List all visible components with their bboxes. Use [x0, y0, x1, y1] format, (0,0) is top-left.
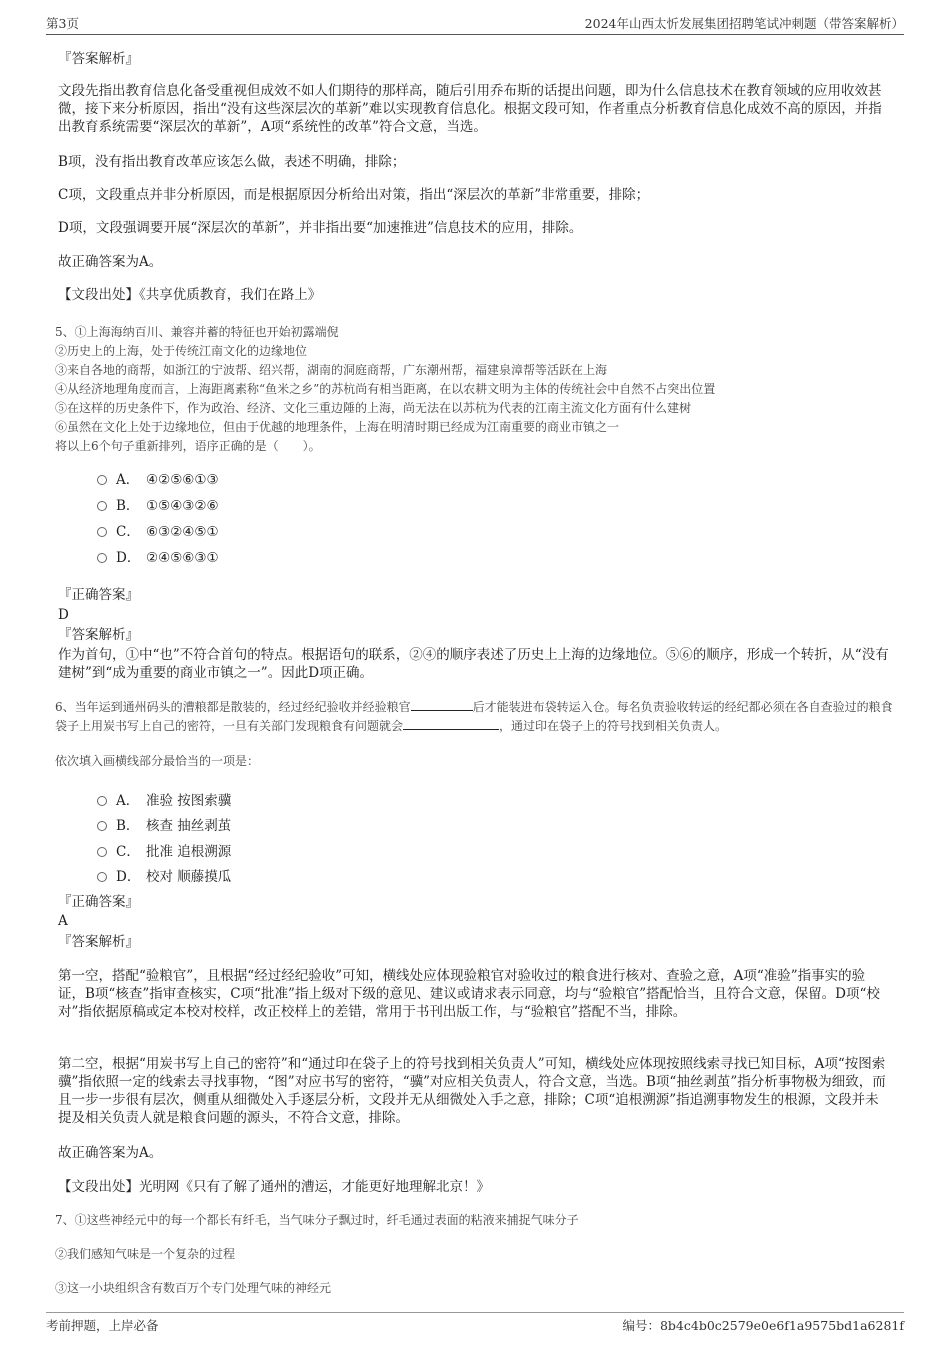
q6-explain-first-blank: 第一空，搭配“验粮官”，且根据“经过经纪验收”可知，横线处应体现验粮官对验收过的粮食进行核对、查验之意，A项“准验”指事实的验证，B项“核查”指审查核实，C项“批准”指上级对下级的意见、建议或请求表示同意，均与“验粮官”搭配恰当，且符合文意，保留。D项“校对”指依据原稿或定本校对校样，改正校样上的差错，常用于书刊出版工作，与“验粮官”搭配不当，排除。	[58, 968, 880, 1020]
q5-line: ②历史上的上海，处于传统江南文化的边缘地位	[55, 344, 308, 358]
q5-line: 将以上6个句子重新排列，语序正确的是（ ）。	[55, 439, 321, 453]
q5-line: ⑤在这样的历史条件下，作为政治、经济、文化三重边陲的上海，尚无法在以苏杭为代表的江南主流文化方面有什么建树	[55, 401, 692, 415]
radio-icon[interactable]	[97, 821, 107, 831]
document-title: 2024年山西太忻发展集团招聘笔试冲刺题（带答案解析）	[584, 16, 904, 31]
radio-icon[interactable]	[97, 796, 107, 806]
radio-icon[interactable]	[97, 847, 107, 857]
q6-explain-label: 『答案解析』	[58, 934, 139, 950]
q6-option-b[interactable]: B． 核查 抽丝剥茧	[97, 814, 231, 834]
q6-explain-second-blank: 第二空，根据“用炭书写上自己的密符”和“通过印在袋子上的符号找到相关负责人”可知，横线处应体现按照线索寻找已知目标，A项“按图索骥”指依照一定的线索去寻找事物，“图”对应书写的密符，“骥”对应相关负责人，符合文意，当选。B项“抽丝剥茧”指分析事物极为细致，而且一步一步很有层次，侧重从细微处入手逐层分析，文段并无从细微处入手之意，排除；C项“追根溯源”指追溯事物发生的根源，文段并未提及相关负责人就是粮食问题的源头，不符合文意，排除。	[58, 1056, 886, 1126]
page-footer	[46, 1312, 904, 1337]
q6-source: 【文段出处】光明网《只有了解了通州的漕运，才能更好地理解北京！》	[58, 1179, 490, 1195]
q4-explain-label: 『答案解析』	[58, 51, 139, 67]
q6-answer-label: 『正确答案』	[58, 894, 139, 910]
q4-explain-paragraph: 文段先指出教育信息化备受重视但成效不如人们期待的那样高，随后引用乔布斯的话提出问题，即为什么信息技术在教育领域的应用收效甚微，接下来分析原因，指出“没有这些深层次的革新”难以实现教育信息化。根据文段可知，作者重点分析教育信息化成效不高的原因，并指出教育系统需要“深层次的革新”，A项“系统性的改革”符合文意，当选。	[58, 83, 882, 135]
q7-line-2: ②我们感知气味是一个复杂的过程	[55, 1247, 236, 1261]
page-number: 第3页	[46, 16, 79, 31]
q7-line-3: ③这一小块组织含有数百万个专门处理气味的神经元	[55, 1281, 332, 1295]
q6-option-d[interactable]: D． 校对 顺藤摸瓜	[97, 865, 231, 885]
q4-explain-option-c: C项，文段重点并非分析原因，而是根据原因分析给出对策，指出“深层次的革新”非常重要，排除；	[58, 187, 650, 203]
radio-icon[interactable]	[97, 475, 107, 485]
q5-explain-label: 『答案解析』	[58, 627, 139, 643]
q6-answer: A	[58, 913, 68, 929]
q4-explain-option-b: B项，没有指出教育改革应该怎么做，表述不明确，排除；	[58, 154, 406, 170]
footer-slogan: 考前押题，上岸必备	[46, 1318, 159, 1333]
q5-line: ③来自各地的商帮，如浙江的宁波帮、绍兴帮，湖南的洞庭商帮，广东潮州帮，福建泉漳帮等活跃在上海	[55, 363, 608, 377]
q6-stem: 6、当年运到通州码头的漕粮都是散装的，经过经纪验收并经验粮官 后才能装进布袋转运入仓。每名负责验收转运的经纪都必须在各自查验过的粮食袋子上用炭书写上自己的密符，一旦有关部门发现粮食有问题就会 ，通过印在袋子上的符号找到相关负责人。	[55, 700, 893, 733]
q6-option-a[interactable]: A． 准验 按图索骥	[97, 789, 231, 809]
q4-explain-option-d: D项，文段强调要开展“深层次的革新”，并非指出要“加速推进”信息技术的应用，排除。	[58, 220, 583, 236]
q6-prompt: 依次填入画横线部分最恰当的一项是：	[55, 754, 260, 768]
q5-answer-label: 『正确答案』	[58, 587, 139, 603]
q5-line: ④从经济地理角度而言，上海距离素称“鱼米之乡”的苏杭尚有相当距离，在以农耕文明为主体的传统社会中自然不占突出位置	[55, 382, 716, 396]
radio-icon[interactable]	[97, 501, 107, 511]
q5-option-c[interactable]: C． ⑥③②④⑤①	[97, 520, 219, 540]
q7-line-1: 7、①这些神经元中的每一个都长有纤毛，当气味分子飘过时，纤毛通过表面的粘液来捕捉气味分子	[55, 1213, 579, 1227]
q5-explain: 作为首句，①中“也”不符合首句的特点。根据语句的联系，②④的顺序表述了历史上上海的边缘地位。⑤⑥的顺序，形成一个转折，从“没有建树”到“成为重要的商业市镇之一”。因此D项正确。	[58, 647, 889, 681]
q5-line: ⑥虽然在文化上处于边缘地位，但由于优越的地理条件，上海在明清时期已经成为江南重要的商业市镇之一	[55, 420, 620, 434]
q6-conclusion: 故正确答案为A。	[58, 1145, 163, 1161]
radio-icon[interactable]	[97, 553, 107, 563]
blank-2	[403, 717, 499, 730]
q5-stem	[55, 323, 895, 456]
q6-option-c[interactable]: C． 批准 追根溯源	[97, 840, 231, 860]
q5-line: 5、①上海海纳百川、兼容并蓄的特征也开始初露端倪	[55, 325, 339, 339]
page-header	[46, 14, 904, 35]
document-id: 编号：8b4c4b0c2579e0e6f1a9575bd1a6281f	[622, 1318, 904, 1333]
blank-1	[411, 698, 473, 711]
radio-icon[interactable]	[97, 872, 107, 882]
radio-icon[interactable]	[97, 527, 107, 537]
q4-conclusion: 故正确答案为A。	[58, 254, 163, 270]
q5-option-b[interactable]: B． ①⑤④③②⑥	[97, 494, 219, 514]
q4-source: 【文段出处】《共享优质教育，我们在路上》	[58, 287, 322, 303]
q5-option-d[interactable]: D． ②④⑤⑥③①	[97, 546, 219, 566]
q5-answer: D	[58, 607, 69, 623]
q5-option-a[interactable]: A． ④②⑤⑥①③	[97, 468, 219, 488]
